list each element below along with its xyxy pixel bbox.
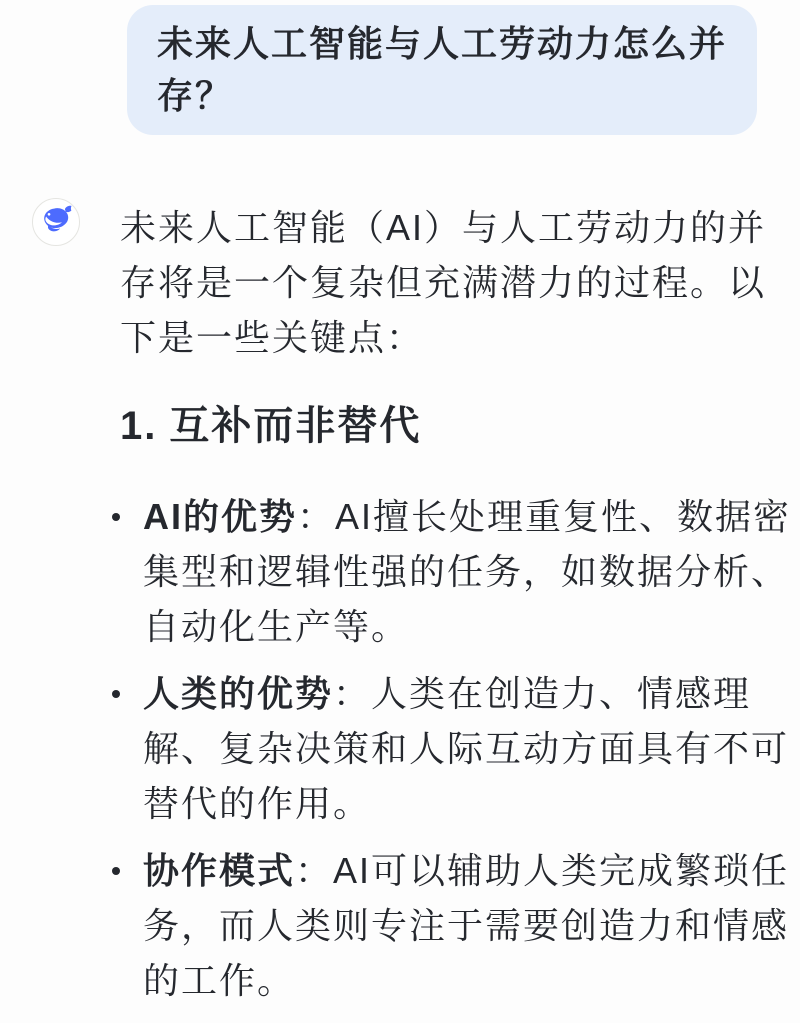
assistant-message-row <box>32 198 800 1008</box>
bullet-item-collaboration-mode <box>112 843 790 1008</box>
assistant-avatar <box>32 198 80 246</box>
bullet-label: AI的优势 <box>143 496 298 537</box>
bullet-text: 集型和逻辑性强的任务，如数据分析、 <box>143 551 790 592</box>
bullet-label: 人类的优势 <box>143 673 334 714</box>
intro-line: 下是一些关键点： <box>120 317 425 358</box>
bullet-text: ：AI可以辅助人类完成繁琐任 <box>295 850 790 891</box>
bullet-text: 自动化生产等。 <box>143 606 410 647</box>
bullet-label: 协作模式 <box>143 850 296 891</box>
bullet-item-ai-advantage <box>112 489 792 654</box>
bullet-text: 解、复杂决策和人际互动方面具有不可 <box>143 728 790 769</box>
user-message-bubble <box>127 5 757 135</box>
bullet-item-human-advantage <box>112 666 790 831</box>
assistant-message-body <box>120 198 792 1008</box>
bullet-text: ：AI擅长处理重复性、数据密 <box>297 496 792 537</box>
user-message-text: 未来人工智能与人工劳动力怎么并 <box>156 23 727 64</box>
bullet-marker-icon <box>112 690 120 698</box>
user-message-row <box>0 0 800 135</box>
bullet-text: 替代的作用。 <box>143 783 372 824</box>
section-title: 互补而非替代 <box>169 404 422 448</box>
assistant-intro-paragraph <box>120 200 780 365</box>
deepseek-whale-icon <box>37 201 75 244</box>
intro-line: 存将是一个复杂但充满潜力的过程。以 <box>120 262 767 303</box>
bullet-marker-icon <box>112 867 120 875</box>
section-heading <box>120 403 780 449</box>
bullet-text: 务，而人类则专注于需要创造力和情感 <box>143 905 790 946</box>
bullet-text: ：人类在创造力、情感理 <box>333 673 752 714</box>
bullet-marker-icon <box>112 513 120 521</box>
user-message-text: 存？ <box>156 75 233 116</box>
bullet-text: 的工作。 <box>143 960 296 1001</box>
intro-line: 未来人工智能（AI）与人工劳动力的并 <box>120 207 767 248</box>
section-number: 1. <box>120 404 158 448</box>
